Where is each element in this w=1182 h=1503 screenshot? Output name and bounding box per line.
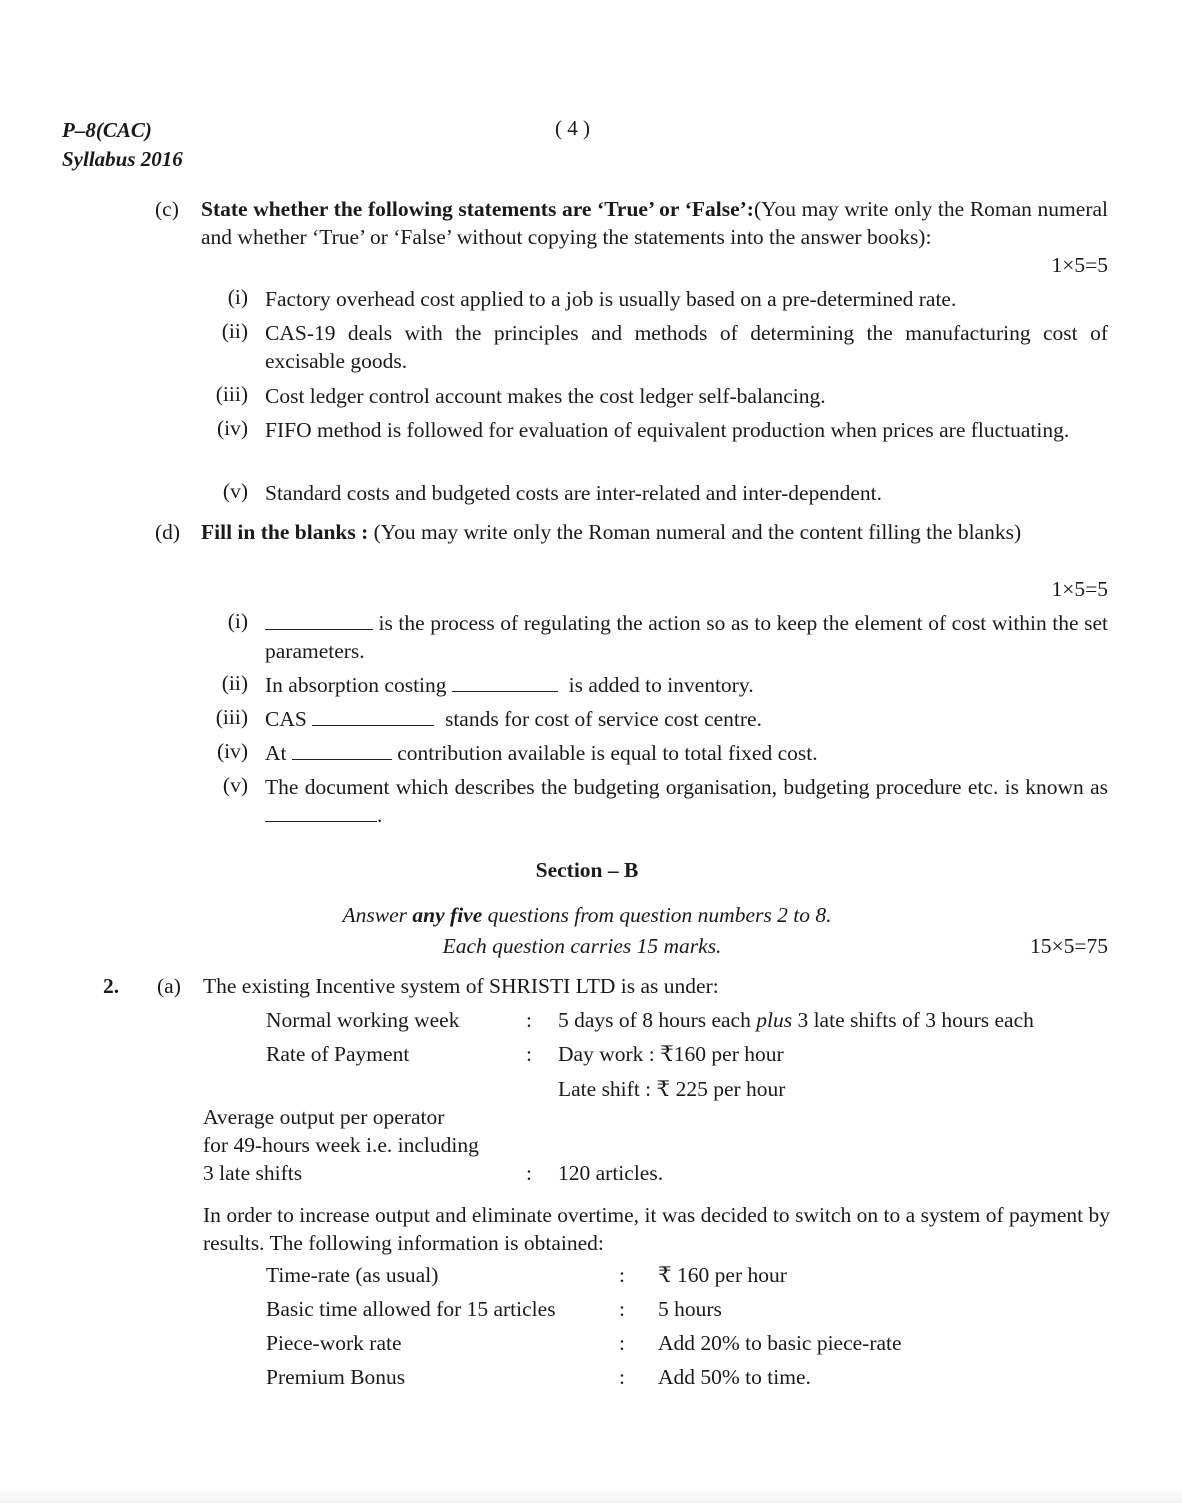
info-row-3-value: Add 20% to basic piece-rate — [658, 1331, 902, 1355]
d-item-3-num: (iii) — [215, 705, 248, 729]
existing-row-3-value: Late shift : ₹ 225 per hour — [558, 1077, 786, 1101]
c-item-2-num: (ii) — [221, 319, 248, 343]
info-row-4-value: Add 50% to time. — [658, 1365, 811, 1389]
d-item-2-before: In absorption costing — [265, 673, 447, 697]
syllabus-label: Syllabus 2016 — [62, 147, 183, 171]
section-b-marks: 15×5=75 — [1029, 934, 1108, 958]
section-b-instruction-line2: Each question carries 15 marks. — [442, 934, 722, 958]
d-item-2-text — [265, 671, 1108, 699]
d-item-3-after: stands for cost of service cost centre. — [444, 707, 762, 731]
value-post: 3 late shifts of 3 hours each — [792, 1008, 1034, 1032]
question-d-title: Fill in the blanks : — [201, 520, 369, 544]
fill-blank — [452, 673, 558, 692]
question-2-paragraph: In order to increase output and eliminate overtime, it was decided to switch on to a system of payment by results. The following information is obtained: — [203, 1203, 1110, 1255]
info-row-1-label: Time-rate (as usual) — [266, 1263, 439, 1287]
avg-output-label-line-3: 3 late shifts — [203, 1161, 303, 1185]
c-item-1-text: Factory overhead cost applied to a job is usually based on a pre-determined rate. — [265, 287, 957, 311]
d-item-5-after: . — [377, 803, 383, 827]
d-item-4-before: At — [265, 741, 287, 765]
info-row-1-value: ₹ 160 per hour — [658, 1263, 787, 1287]
paper-code-block — [62, 116, 183, 174]
question-c-marks: 1×5=5 — [1051, 253, 1108, 277]
paper-code: P–8(CAC) — [62, 118, 152, 142]
question-2-intro: The existing Incentive system of SHRISTI LTD is as under: — [203, 974, 719, 998]
value-pre: 5 days of 8 hours each — [558, 1008, 757, 1032]
fill-blank — [265, 803, 377, 822]
question-c-prompt — [201, 195, 1108, 251]
d-item-2-after: is added to inventory. — [568, 673, 754, 697]
d-item-1-text — [265, 609, 1108, 665]
section-b-heading: Section – B — [535, 858, 639, 882]
colon: : — [619, 1365, 625, 1389]
info-row-4-label: Premium Bonus — [266, 1365, 406, 1389]
avg-output-label-line-2: for 49-hours week i.e. including — [203, 1133, 479, 1157]
avg-output-value: 120 articles. — [558, 1161, 664, 1185]
question-d-marks: 1×5=5 — [1051, 577, 1108, 601]
info-row-2-label: Basic time allowed for 15 articles — [266, 1297, 556, 1321]
instruction-post: questions from question numbers 2 to 8. — [482, 903, 832, 927]
colon: : — [526, 1008, 532, 1032]
question-2-part: (a) — [157, 974, 181, 998]
colon: : — [526, 1161, 532, 1185]
colon: : — [526, 1042, 532, 1066]
c-item-3-text: Cost ledger control account makes the cost ledger self-balancing. — [265, 384, 826, 408]
question-d-prompt — [201, 518, 1108, 546]
d-item-1-num: (i) — [227, 609, 248, 633]
page-number: ( 4 ) — [555, 116, 590, 140]
value-italic: plus — [756, 1008, 793, 1032]
d-item-4-text — [265, 739, 1108, 767]
question-c-label: (c) — [155, 197, 179, 221]
question-d-instruction: (You may write only the Roman numeral and the content filling the blanks) — [373, 520, 1022, 544]
d-item-3-text — [265, 705, 1108, 733]
d-item-5-before: The document which describes the budgeting organisation, budgeting procedure etc. is known as — [265, 775, 1108, 799]
question-c-instruction: (You may write only the Roman numeral and whether ‘True’ or ‘False’ without copying the statements into the answer books): — [201, 197, 1109, 249]
colon: : — [619, 1297, 625, 1321]
question-c-title: State whether the following statements are ‘True’ or ‘False’: — [201, 197, 754, 221]
existing-row-1-label: Normal working week — [266, 1008, 460, 1032]
fill-blank — [312, 707, 434, 726]
existing-row-2-value: Day work : ₹160 per hour — [558, 1042, 784, 1066]
info-row-2-value: 5 hours — [658, 1297, 722, 1321]
fill-blank — [292, 741, 392, 760]
info-row-3-label: Piece-work rate — [266, 1331, 402, 1355]
existing-row-2-label: Rate of Payment — [266, 1042, 410, 1066]
d-item-4-num: (iv) — [216, 739, 248, 763]
avg-output-label-line-1: Average output per operator — [203, 1105, 445, 1129]
c-item-5-num: (v) — [222, 479, 248, 503]
c-item-2-text: CAS-19 deals with the principles and methods of determining the manufacturing cost of excisable goods. — [265, 321, 1108, 373]
d-item-5-text — [265, 773, 1108, 829]
colon: : — [619, 1331, 625, 1355]
c-item-4-num: (iv) — [216, 416, 248, 440]
d-item-4-after: contribution available is equal to total fixed cost. — [397, 741, 818, 765]
question-2-number: 2. — [103, 974, 120, 998]
instruction-pre: Answer — [342, 903, 413, 927]
scan-edge — [0, 1488, 1182, 1503]
d-item-3-before: CAS — [265, 707, 307, 731]
fill-blank — [265, 611, 373, 630]
colon: : — [619, 1263, 625, 1287]
c-item-5-text: Standard costs and budgeted costs are inter-related and inter-dependent. — [265, 481, 883, 505]
d-item-5-num: (v) — [222, 773, 248, 797]
question-d-label: (d) — [155, 520, 181, 544]
instruction-bold: any five — [412, 903, 483, 927]
c-item-3-num: (iii) — [215, 382, 248, 406]
d-item-2-num: (ii) — [221, 671, 248, 695]
c-item-4-text: FIFO method is followed for evaluation of equivalent production when prices are fluctuating. — [265, 418, 1070, 442]
d-item-1-after: is the process of regulating the action so as to keep the element of cost within the set parameters. — [265, 611, 1109, 663]
c-item-1-num: (i) — [227, 285, 248, 309]
section-b-instruction — [0, 900, 1174, 930]
existing-row-1-value — [558, 1006, 1034, 1034]
avg-output-label — [203, 1103, 479, 1187]
